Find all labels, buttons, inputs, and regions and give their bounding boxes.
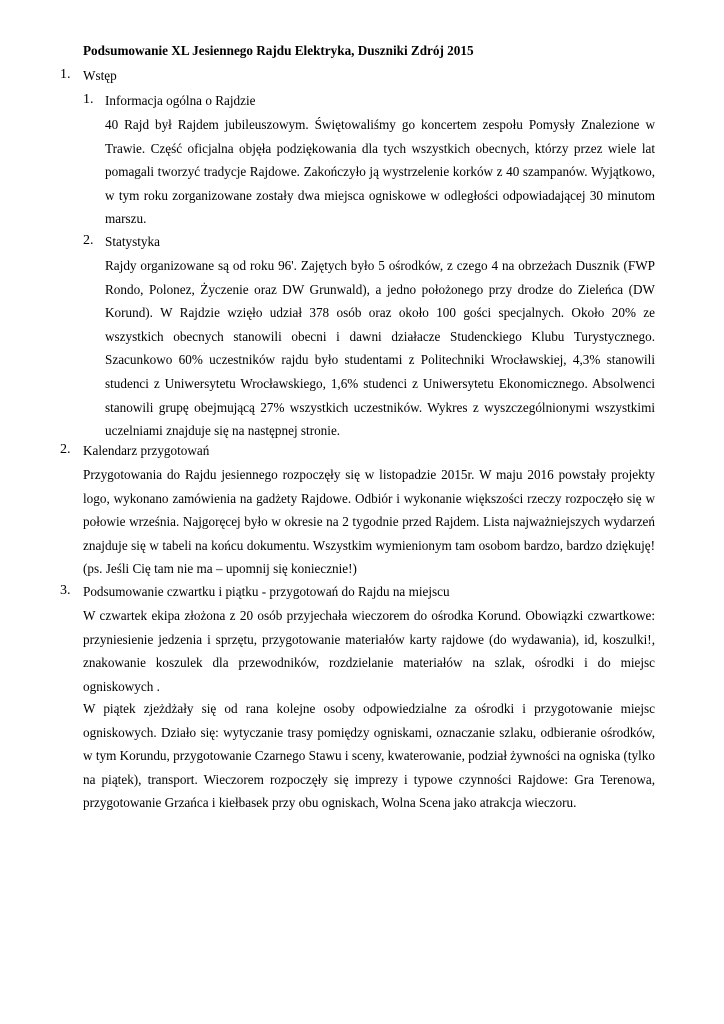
subsection-1-1-paragraph: 40 Rajd był Rajdem jubileuszowym. Świętowaliśmy go koncertem zespołu Pomysły Znalezione w Trawie. Część oficjalna objęła podziękowania dla tych wszystkich obecnych, którzy przez wiele lat pomagali tworzyć tradycje Rajdowe. Zakończyło ją wystrzelenie korków z 40 szampanów. Wyjątkowo, w tym roku zorganizowane zostały dwa miejsca ogniskowe w odległości odpowiadającej 30 minutom marszu. — [105, 117, 655, 227]
document-title: Podsumowanie XL Jesiennego Rajdu Elektryka, Duszniki Zdrój 2015 — [83, 43, 474, 58]
subsection-1-2-number: 2. — [83, 233, 94, 248]
section-2-heading: Kalendarz przygotowań — [83, 443, 210, 458]
section-3-heading: Podsumowanie czwartku i piątku - przygotowań do Rajdu na miejscu — [83, 584, 450, 599]
section-1-heading: Wstęp — [83, 68, 117, 83]
section-2-number: 2. — [60, 442, 71, 457]
section-3-number: 3. — [60, 583, 71, 598]
section-1-number: 1. — [60, 67, 71, 82]
subsection-1-2-heading: Statystyka — [105, 234, 160, 249]
subsection-1-2-paragraph: Rajdy organizowane są od roku 96'. Zajętych było 5 ośrodków, z czego 4 na obrzeżach Dusznik (FWP Rondo, Polonez, Życzenie oraz DW Grunwald), a jedno położonego przy drodze do Zieleńca (DW Korund). W Rajdzie wzięło udział 378 osób oraz około 100 gości specjalnych. Około 20% ze wszystkich obecnych stanowili obecni i dawni działacze Studenckiego Klubu Turystycznego. Szacunkowo 60% uczestników rajdu było studentami z Politechniki Wrocławskiej, 4,3% stanowili studenci z Uniwersytetu Wrocławskiego, 1,6% studenci z Uniwersytetu Ekonomicznego. Absolwenci stanowili grupę obejmującą 27% wszystkich uczestników. Wykres z wyszczególnionymi wszystkimi uczelniami znajduje się na następnej stronie. — [105, 258, 655, 439]
section-3-paragraph-1: W czwartek ekipa złożona z 20 osób przyjechała wieczorem do ośrodka Korund. Obowiązki czwartkowe: przyniesienie jedzenia i sprzętu, przygotowanie materiałów karty rajdowe (do wydawania), id, koszulki!, znakowanie koszulek dla przewodników, rozdzielanie materiałów na szlak, ośrodki i do miejsc ogniskowych . — [83, 608, 655, 694]
subsection-1-1-number: 1. — [83, 92, 94, 107]
subsection-1-1-heading: Informacja ogólna o Rajdzie — [105, 93, 256, 108]
section-3-paragraph-2: W piątek zjeżdżały się od rana kolejne osoby odpowiedzialne za ośrodki i przygotowanie miejsc ogniskowych. Działo się: wytyczanie trasy pomiędzy ogniskami, oznaczanie szlaku, odbieranie ośrodków, w tym Korundu, przygotowanie Czarnego Stawu i sceny, kwaterowanie, podział żywności na ogniska (tylko na piątek), transport. Wieczorem rozpoczęły się imprezy i typowe czynności Rajdowe: Gra Terenowa, przygotowanie Grzańca i kiełbasek przy obu ogniskach, Wolna Scena jako atrakcja wieczoru. — [83, 701, 655, 811]
section-2-paragraph: Przygotowania do Rajdu jesiennego rozpoczęły się w listopadzie 2015r. W maju 2016 powstały projekty logo, wykonano zamówienia na gadżety Rajdowe. Odbiór i wykonanie większości rzeczy rozpoczęło się w połowie września. Najgoręcej było w okresie na 2 tygodnie przed Rajdem. Lista najważniejszych wydarzeń znajduje się w tabeli na końcu dokumentu. Wszystkim wymienionym tam osobom bardzo, bardzo dziękuję! (ps. Jeśli Cię tam nie ma – upomnij się koniecznie!) — [83, 467, 655, 577]
